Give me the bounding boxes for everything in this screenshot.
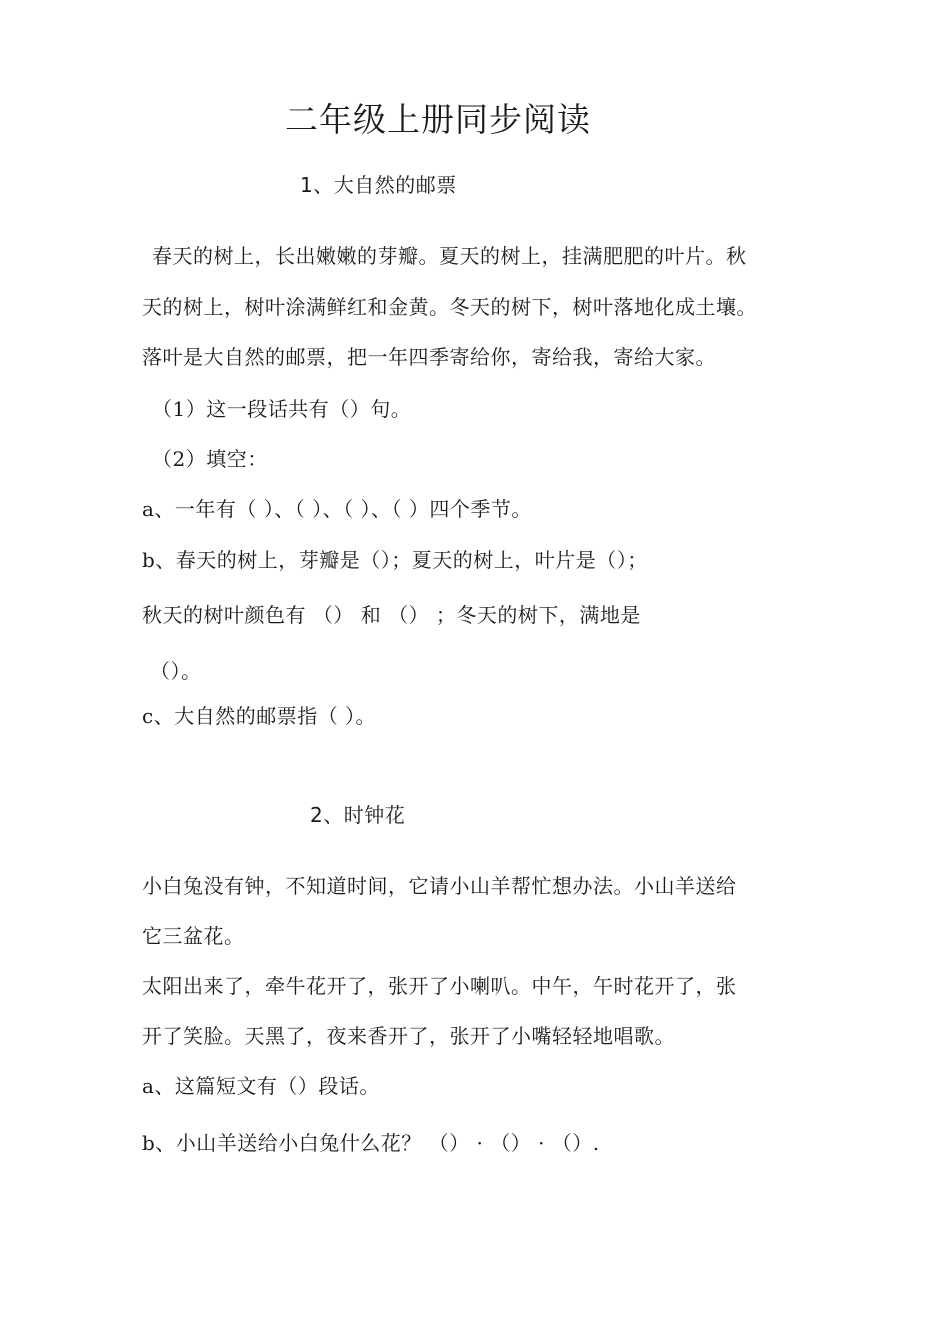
section2-passage-line-4: 开了笑脸。天黑了，夜来香开了，张开了小嘴轻轻地唱歌。 bbox=[142, 1024, 675, 1048]
section1-question-b-line-1: b、春天的树上，芽瓣是（）；夏天的树上，叶片是（）； bbox=[142, 548, 648, 572]
section1-question-a: a、一年有（ ）、（ ）、（ ）、（ ）四个季节。 bbox=[142, 497, 532, 521]
section2-heading: 2、时钟花 bbox=[310, 803, 406, 827]
section1-question-c: c、大自然的邮票指（ ）。 bbox=[142, 704, 377, 728]
section1-heading: 1、大自然的邮票 bbox=[300, 173, 457, 197]
section1-question-b-line-3: （）。 bbox=[150, 659, 202, 683]
page-title: 二年级上册同步阅读 bbox=[285, 100, 591, 139]
section1-question-2: （2）填空： bbox=[152, 447, 268, 471]
section1-passage-line-3: 落叶是大自然的邮票，把一年四季寄给你，寄给我，寄给大家。 bbox=[142, 345, 716, 369]
section2-question-a: a、这篇短文有（）段话。 bbox=[142, 1074, 380, 1098]
section2-passage-line-1: 小白兔没有钟，不知道时间，它请小山羊帮忙想办法。小山羊送给 bbox=[142, 874, 737, 898]
section1-question-b-line-2: 秋天的树叶颜色有 （） 和 （） ；冬天的树下，满地是 bbox=[142, 603, 641, 627]
section2-question-b: b、小山羊送给小白兔什么花？ （） · （） · （）. bbox=[142, 1131, 600, 1155]
section2-passage-line-2: 它三盆花。 bbox=[142, 924, 245, 948]
section1-question-1: （1）这一段话共有（）句。 bbox=[152, 397, 412, 421]
section2-passage-line-3: 太阳出来了，牵牛花开了，张开了小喇叭。中午，午时花开了，张 bbox=[142, 974, 737, 998]
section1-passage-line-1: 春天的树上，长出嫩嫩的芽瓣。夏天的树上，挂满肥肥的叶片。秋 bbox=[152, 244, 747, 268]
section1-passage-line-2: 天的树上，树叶涂满鲜红和金黄。冬天的树下，树叶落地化成土壤。 bbox=[142, 295, 757, 319]
